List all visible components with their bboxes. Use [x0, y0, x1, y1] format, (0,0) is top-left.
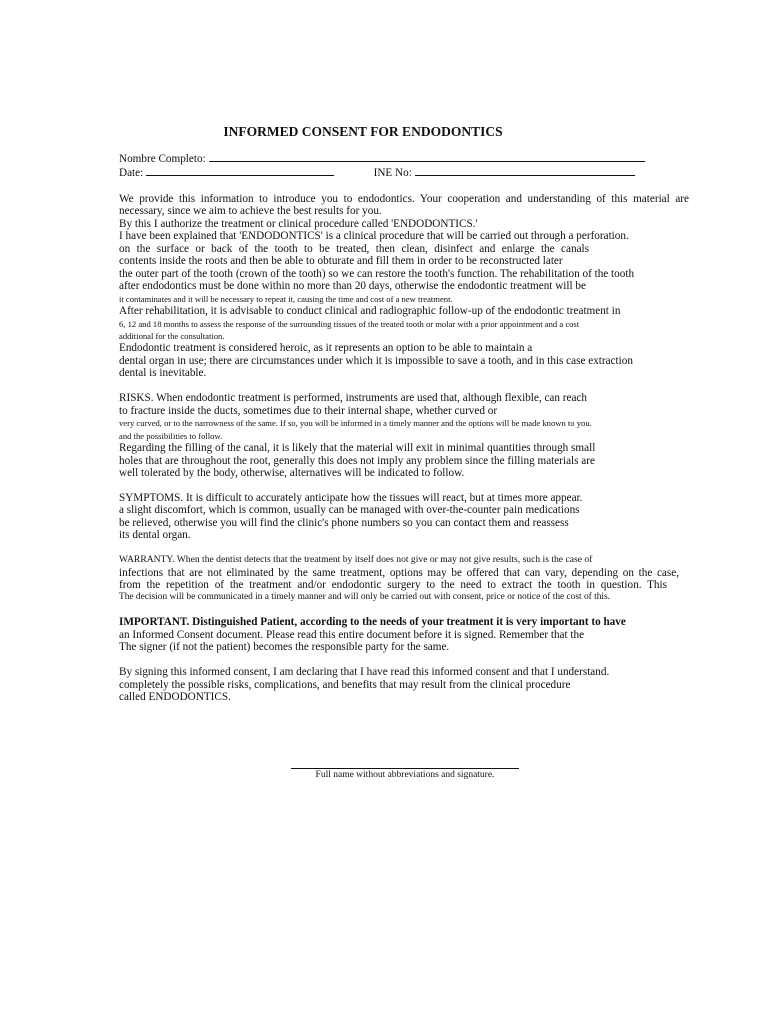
paragraph-line: necessary, since we aim to achieve the best results for you.	[119, 205, 382, 218]
paragraph-line: RISKS. When endodontic treatment is performed, instruments are used that, although flexible, can reach	[119, 392, 587, 405]
paragraph-line: Endodontic treatment is considered heroic, as it represents an option to be able to maintain a	[119, 342, 533, 355]
paragraph-line: 6, 12 and 18 months to assess the response of the surrounding tissues of the treated tooth or molar with a prior appointment and a cost	[119, 318, 580, 329]
date-ine-field	[119, 166, 635, 179]
signature-line	[291, 768, 519, 769]
paragraph-line: By this I authorize the treatment or clinical procedure called 'ENDODONTICS.'	[119, 217, 478, 230]
paragraph-line: a slight discomfort, which is common, usually can be managed with over-the-counter pain medications	[119, 504, 580, 517]
paragraph-line: it contaminates and it will be necessary to repeat it, causing the time and cost of a new treatment.	[119, 293, 453, 304]
full-name-label: Nombre Completo:	[119, 153, 206, 165]
paragraph-line: the outer part of the tooth (crown of the tooth) so we can restore the tooth's function. The rehabilitation of the tooth	[119, 267, 635, 280]
declaration-section	[119, 666, 709, 703]
paragraph-line: on the surface or back of the tooth to be treated, then clean, disinfect and enlarge the canals	[119, 242, 589, 255]
warranty-section	[119, 554, 709, 604]
risks-section	[119, 392, 709, 479]
date-blank-line	[146, 166, 334, 176]
paragraph-line: dental is inevitable.	[119, 367, 207, 380]
paragraph-line: completely the possible risks, complications, and benefits that may result from the clinical procedure	[119, 678, 571, 691]
paragraph-line: I have been explained that 'ENDODONTICS' is a clinical procedure that will be carried out through a perforation.	[119, 230, 629, 243]
paragraph-line: after endodontics must be done within no more than 20 days, otherwise the endodontic treatment will be	[119, 280, 586, 293]
paragraph-line: By signing this informed consent, I am declaring that I have read this informed consent and that I understand.	[119, 666, 610, 679]
ine-label: INE No:	[373, 167, 412, 179]
consent-body	[119, 193, 709, 704]
paragraph-line: called ENDODONTICS.	[119, 691, 231, 704]
symptoms-section	[119, 492, 709, 542]
paragraph-line: WARRANTY. When the dentist detects that the treatment by itself does not give or may not give results, such is the case of	[119, 554, 593, 566]
paragraph-line	[119, 616, 709, 628]
paragraph-line: holes that are throughout the root, generally this does not imply any problem since the filling materials are	[119, 454, 595, 467]
paragraph-line: The decision will be communicated in a timely manner and will only be carried out with consent, price or notice of the cost of this.	[119, 592, 611, 603]
paragraph-line: be relieved, otherwise you will find the clinic's phone numbers so you can contact them and reassess	[119, 516, 569, 529]
date-label: Date:	[119, 167, 144, 179]
paragraph-line: to fracture inside the ducts, sometimes due to their internal shape, whether curved or	[119, 404, 498, 417]
paragraph-line: Regarding the filling of the canal, it is likely that the material will exit in minimal quantities through small	[119, 442, 596, 455]
paragraph-line: its dental organ.	[119, 529, 191, 542]
important-section	[119, 616, 709, 653]
paragraph-line: from the repetition of the treatment and/or endodontic surgery to the need to extract the tooth in question. This	[119, 579, 667, 591]
paragraph-line: additional for the consultation.	[119, 330, 225, 341]
paragraph-line: an Informed Consent document. Please read this entire document before it is signed. Remember that the	[119, 628, 585, 641]
paragraph-line: We provide this information to introduce you to endodontics. Your cooperation and understanding of this material are	[119, 193, 689, 205]
full-name-blank-line	[209, 152, 645, 162]
paragraph-line: and the possibilities to follow.	[119, 430, 223, 441]
paragraph-line: infections that are not eliminated by the same treatment, options may be offered that can vary, depending on the case,	[119, 566, 679, 579]
paragraph-line: very curved, or to the narrowness of the same. If so, you will be informed in a timely manner and the options will be made known to you.	[119, 418, 592, 429]
paragraph-line: SYMPTOMS. It is difficult to accurately anticipate how the tissues will react, but at times more appear.	[119, 491, 583, 504]
ine-blank-line	[415, 166, 635, 176]
paragraph-line: dental organ in use; there are circumstances under which it is impossible to save a tooth, and in this case extraction	[119, 354, 633, 367]
intro-section	[119, 193, 709, 380]
paragraph-line: contents inside the roots and then be able to obturate and fill them in order to be reconstructed later	[119, 255, 563, 268]
document-title: INFORMED CONSENT FOR ENDODONTICS	[223, 124, 503, 139]
signature-caption: Full name without abbreviations and signature.	[315, 770, 495, 780]
paragraph-line: well tolerated by the body, otherwise, alternatives will be indicated to follow.	[119, 466, 465, 479]
important-heading: IMPORTANT. Distinguished Patient, according to the needs of your treatment it is very important to have	[119, 616, 626, 629]
paragraph-line: The signer (if not the patient) becomes the responsible party for the same.	[119, 641, 450, 654]
full-name-field	[119, 152, 645, 165]
paragraph-line: After rehabilitation, it is advisable to conduct clinical and radiographic follow-up of the endodontic treatment in	[119, 305, 621, 318]
